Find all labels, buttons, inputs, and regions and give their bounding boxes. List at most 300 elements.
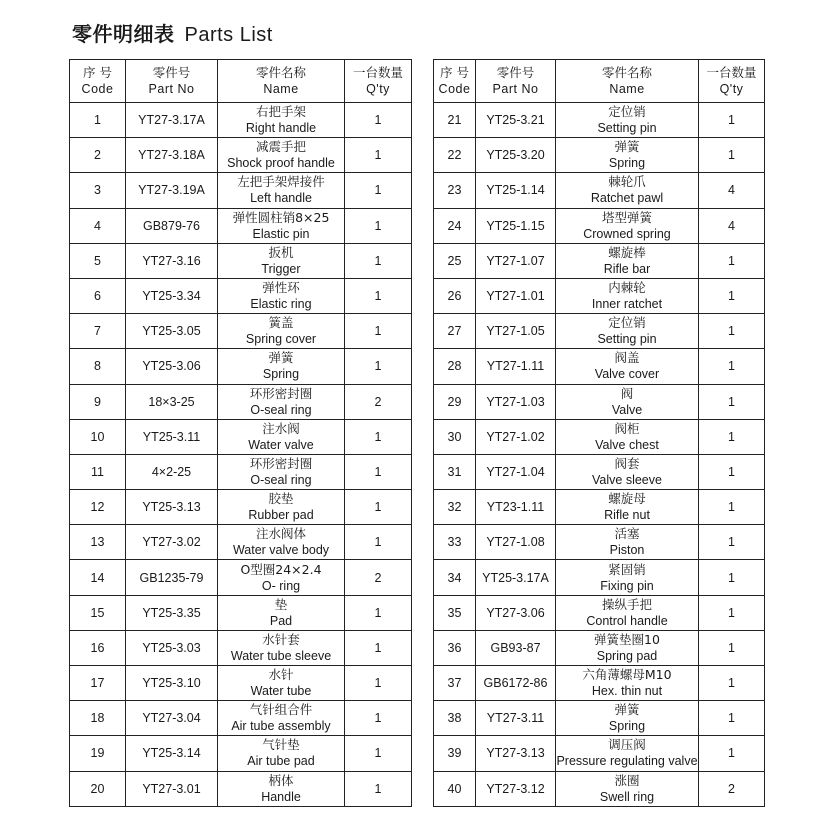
cell-part-no: YT27-1.07 [476, 243, 556, 278]
header-qty-en: Q'ty [366, 82, 390, 96]
name-en: Right handle [245, 121, 317, 136]
name-en: Crowned spring [583, 226, 671, 241]
table-row [434, 736, 765, 771]
name-zh: 定位销 [608, 315, 646, 331]
cell-part-no: YT27-1.02 [476, 419, 556, 454]
name-zh: 弹性圆柱销8×25 [232, 209, 330, 225]
name-zh: 气针组合件 [249, 702, 313, 718]
table-row [434, 454, 765, 489]
name-zh: 环形密封圈 [249, 455, 313, 471]
cell-code: 14 [70, 560, 126, 595]
table-row [70, 525, 412, 560]
name-en: Rubber pad [248, 508, 314, 523]
header-name-zh: 零件名称 [255, 65, 306, 80]
name-zh: 涨圈 [614, 772, 640, 788]
cell-code: 21 [434, 103, 476, 138]
table-row [434, 701, 765, 736]
cell-name [218, 771, 345, 806]
cell-code: 35 [434, 595, 476, 630]
cell-part-no: GB6172-86 [476, 666, 556, 701]
name-zh: 阀柜 [614, 420, 640, 436]
cell-code: 17 [70, 666, 126, 701]
table-row [70, 243, 412, 278]
header-code [434, 60, 476, 103]
cell-code: 19 [70, 736, 126, 771]
cell-part-no: YT27-1.03 [476, 384, 556, 419]
header-name-zh: 零件名称 [601, 65, 652, 80]
name-zh: 活塞 [614, 526, 640, 542]
name-zh: 弹簧 [614, 702, 640, 718]
table-row [434, 560, 765, 595]
cell-name [556, 595, 699, 630]
table-row [434, 771, 765, 806]
name-zh: 六角薄螺母M10 [582, 667, 672, 683]
name-zh: 棘轮爪 [608, 174, 646, 190]
cell-part-no: GB93-87 [476, 630, 556, 665]
cell-qty: 1 [699, 384, 765, 419]
cell-name [218, 419, 345, 454]
name-en: Pressure regulating valve [556, 754, 698, 769]
cell-qty: 2 [345, 384, 412, 419]
cell-qty: 2 [699, 771, 765, 806]
cell-part-no: YT27-3.19A [126, 173, 218, 208]
name-zh: 弹簧 [614, 139, 640, 155]
header-code-zh: 序 号 [83, 65, 112, 80]
name-en: Rifle nut [604, 508, 650, 523]
table-row [434, 349, 765, 384]
cell-code: 24 [434, 208, 476, 243]
name-en: Control handle [586, 613, 668, 628]
cell-qty: 1 [699, 595, 765, 630]
cell-part-no: YT25-1.14 [476, 173, 556, 208]
table-row [434, 490, 765, 525]
cell-name [218, 138, 345, 173]
header-part-no-en: Part No [492, 82, 539, 96]
cell-name [218, 701, 345, 736]
cell-qty: 1 [345, 103, 412, 138]
header-code [70, 60, 126, 103]
cell-name [218, 314, 345, 349]
name-en: Left handle [250, 191, 312, 206]
cell-qty: 1 [345, 736, 412, 771]
name-en: Spring [262, 367, 300, 382]
cell-qty: 1 [345, 419, 412, 454]
cell-qty: 1 [699, 314, 765, 349]
cell-name [218, 278, 345, 313]
table-body-right [434, 60, 765, 807]
name-zh: 右把手架 [255, 104, 306, 120]
cell-name [556, 208, 699, 243]
name-zh: 气针垫 [262, 737, 300, 753]
table-row [434, 138, 765, 173]
name-en: Valve sleeve [592, 472, 662, 487]
header-code-en: Code [438, 82, 471, 96]
name-zh: 塔型弹簧 [601, 209, 652, 225]
name-en: Valve cover [594, 367, 660, 382]
cell-name [556, 384, 699, 419]
name-en: Swell ring [599, 789, 655, 804]
table-row [70, 771, 412, 806]
cell-code: 27 [434, 314, 476, 349]
table-row [434, 103, 765, 138]
cell-name [556, 490, 699, 525]
cell-qty: 1 [699, 490, 765, 525]
table-row [434, 595, 765, 630]
cell-qty: 1 [345, 525, 412, 560]
cell-name [218, 103, 345, 138]
cell-part-no: YT25-3.10 [126, 666, 218, 701]
name-en: Elastic ring [250, 297, 312, 312]
header-qty-zh: 一台数量 [352, 65, 403, 80]
cell-part-no: YT25-3.06 [126, 349, 218, 384]
cell-code: 10 [70, 419, 126, 454]
cell-code: 16 [70, 630, 126, 665]
cell-part-no: YT25-3.20 [476, 138, 556, 173]
name-en: Handle [261, 789, 301, 804]
cell-part-no: YT23-1.11 [476, 490, 556, 525]
table-row [70, 666, 412, 701]
cell-qty: 1 [345, 173, 412, 208]
name-zh: 调压阀 [608, 737, 646, 753]
cell-name [218, 736, 345, 771]
name-zh: 水针 [268, 667, 294, 683]
cell-code: 22 [434, 138, 476, 173]
cell-code: 11 [70, 454, 126, 489]
cell-code: 37 [434, 666, 476, 701]
cell-part-no: YT27-3.17A [126, 103, 218, 138]
cell-part-no: YT25-3.17A [476, 560, 556, 595]
parts-table-right [433, 59, 765, 807]
name-zh: 注水阀 [262, 420, 300, 436]
cell-code: 25 [434, 243, 476, 278]
name-zh: 螺旋母 [608, 491, 646, 507]
cell-qty: 4 [699, 173, 765, 208]
cell-part-no: 18×3-25 [126, 384, 218, 419]
name-en: Setting pin [597, 121, 657, 136]
cell-part-no: YT27-1.01 [476, 278, 556, 313]
cell-qty: 1 [699, 454, 765, 489]
name-zh: 螺旋棒 [608, 244, 646, 260]
cell-name [556, 771, 699, 806]
header-code-en: Code [81, 82, 114, 96]
header-part-no-zh: 零件号 [496, 65, 535, 80]
name-zh: 垫 [274, 596, 288, 612]
name-zh: 注水阀体 [255, 526, 306, 542]
cell-name [218, 349, 345, 384]
cell-name [556, 454, 699, 489]
cell-name [218, 454, 345, 489]
cell-name [218, 525, 345, 560]
cell-name [556, 525, 699, 560]
cell-qty: 1 [345, 314, 412, 349]
header-name [556, 60, 699, 103]
name-en: Piston [609, 543, 645, 558]
cell-qty: 1 [699, 103, 765, 138]
name-en: Water valve [248, 437, 314, 452]
table-row [434, 278, 765, 313]
table-row [434, 630, 765, 665]
cell-qty: 1 [345, 349, 412, 384]
header-name-en: Name [609, 82, 645, 96]
cell-part-no: YT27-3.06 [476, 595, 556, 630]
table-row [70, 595, 412, 630]
name-zh: 左把手架焊接件 [237, 174, 325, 190]
cell-code: 36 [434, 630, 476, 665]
cell-qty: 1 [699, 630, 765, 665]
name-en: Trigger [261, 261, 301, 276]
name-en: Air tube pad [247, 754, 315, 769]
cell-name [218, 666, 345, 701]
cell-name [556, 630, 699, 665]
header-part-no [476, 60, 556, 103]
cell-part-no: YT25-3.11 [126, 419, 218, 454]
name-en: Water tube sleeve [230, 648, 332, 663]
name-en: Shock proof handle [227, 156, 335, 171]
header-part-no-en: Part No [148, 82, 195, 96]
table-row [70, 314, 412, 349]
table-row [70, 419, 412, 454]
cell-qty: 1 [699, 736, 765, 771]
cell-part-no: YT27-1.08 [476, 525, 556, 560]
cell-part-no: GB1235-79 [126, 560, 218, 595]
cell-name [556, 560, 699, 595]
cell-name [218, 208, 345, 243]
cell-code: 18 [70, 701, 126, 736]
cell-qty: 1 [345, 630, 412, 665]
cell-qty: 1 [345, 490, 412, 525]
cell-code: 30 [434, 419, 476, 454]
cell-name [218, 595, 345, 630]
cell-name [556, 736, 699, 771]
name-zh: 内棘轮 [608, 280, 646, 296]
page-title [72, 18, 273, 47]
cell-code: 1 [70, 103, 126, 138]
table-row [70, 103, 412, 138]
table-row [70, 384, 412, 419]
table-row [70, 138, 412, 173]
name-zh: 阀盖 [614, 350, 640, 366]
cell-part-no: YT25-1.15 [476, 208, 556, 243]
cell-name [218, 243, 345, 278]
table-row [70, 490, 412, 525]
header-qty-zh: 一台数量 [706, 65, 757, 80]
cell-part-no: YT27-3.12 [476, 771, 556, 806]
cell-code: 31 [434, 454, 476, 489]
cell-qty: 1 [699, 278, 765, 313]
cell-qty: 1 [345, 243, 412, 278]
name-en: Valve chest [595, 437, 659, 452]
table-header-row [434, 60, 765, 103]
name-en: Setting pin [597, 332, 657, 347]
cell-qty: 1 [345, 595, 412, 630]
cell-name [556, 138, 699, 173]
cell-code: 4 [70, 208, 126, 243]
table-body-left [70, 60, 412, 807]
name-en: Spring pad [596, 648, 658, 663]
name-zh: 弹簧 [268, 350, 294, 366]
table-row [70, 349, 412, 384]
cell-part-no: YT27-3.11 [476, 701, 556, 736]
name-en: Spring cover [245, 332, 317, 347]
table-row [70, 173, 412, 208]
cell-code: 3 [70, 173, 126, 208]
cell-part-no: YT25-3.21 [476, 103, 556, 138]
cell-part-no: YT27-3.01 [126, 771, 218, 806]
cell-code: 12 [70, 490, 126, 525]
cell-qty: 1 [699, 138, 765, 173]
cell-code: 7 [70, 314, 126, 349]
cell-code: 2 [70, 138, 126, 173]
cell-code: 33 [434, 525, 476, 560]
header-qty-en: Q'ty [719, 82, 744, 96]
cell-part-no: YT25-3.14 [126, 736, 218, 771]
cell-name [556, 243, 699, 278]
name-en: Rifle bar [603, 261, 651, 276]
cell-part-no: YT25-3.35 [126, 595, 218, 630]
cell-code: 39 [434, 736, 476, 771]
name-en: O-seal ring [250, 472, 312, 487]
table-row [70, 454, 412, 489]
cell-code: 6 [70, 278, 126, 313]
name-en: Air tube assembly [231, 719, 331, 734]
cell-code: 8 [70, 349, 126, 384]
table-row [70, 630, 412, 665]
name-zh: 扳机 [268, 244, 294, 260]
name-zh: O型圈24×2.4 [240, 561, 322, 577]
header-qty [345, 60, 412, 103]
cell-name [556, 278, 699, 313]
name-en: Spring [608, 719, 646, 734]
name-zh: 弹簧垫圈10 [594, 631, 660, 647]
cell-part-no: YT27-3.13 [476, 736, 556, 771]
cell-code: 23 [434, 173, 476, 208]
cell-qty: 1 [345, 454, 412, 489]
cell-name [556, 701, 699, 736]
cell-qty: 1 [699, 666, 765, 701]
name-zh: 弹性环 [262, 280, 300, 296]
cell-qty: 1 [345, 666, 412, 701]
cell-qty: 2 [345, 560, 412, 595]
table-row [434, 419, 765, 454]
cell-name [556, 666, 699, 701]
name-zh: 胶垫 [268, 491, 294, 507]
cell-name [218, 630, 345, 665]
cell-qty: 1 [699, 419, 765, 454]
cell-qty: 1 [699, 560, 765, 595]
name-en: Valve [611, 402, 643, 417]
name-zh: 操纵手把 [601, 596, 652, 612]
cell-part-no: YT27-3.18A [126, 138, 218, 173]
table-row [70, 560, 412, 595]
cell-part-no: YT27-1.05 [476, 314, 556, 349]
cell-name [556, 103, 699, 138]
header-code-zh: 序 号 [440, 65, 469, 80]
cell-qty: 1 [345, 771, 412, 806]
table-row [434, 666, 765, 701]
cell-code: 13 [70, 525, 126, 560]
header-name [218, 60, 345, 103]
cell-code: 40 [434, 771, 476, 806]
cell-part-no: YT25-3.34 [126, 278, 218, 313]
cell-code: 34 [434, 560, 476, 595]
cell-qty: 4 [699, 208, 765, 243]
header-part-no [126, 60, 218, 103]
cell-qty: 1 [699, 349, 765, 384]
name-en: Hex. thin nut [591, 684, 663, 699]
name-zh: 阀 [620, 385, 634, 401]
cell-name [556, 314, 699, 349]
cell-qty: 1 [345, 278, 412, 313]
cell-name [218, 173, 345, 208]
name-en: Water tube [250, 684, 312, 699]
cell-part-no: YT27-3.16 [126, 243, 218, 278]
cell-part-no: 4×2-25 [126, 454, 218, 489]
cell-qty: 1 [345, 208, 412, 243]
name-zh: 柄体 [268, 772, 294, 788]
cell-part-no: YT25-3.03 [126, 630, 218, 665]
header-qty [699, 60, 765, 103]
table-row [434, 314, 765, 349]
cell-code: 20 [70, 771, 126, 806]
cell-code: 26 [434, 278, 476, 313]
cell-name [556, 419, 699, 454]
name-en: Ratchet pawl [590, 191, 664, 206]
cell-part-no: GB879-76 [126, 208, 218, 243]
table-row [70, 701, 412, 736]
cell-code: 5 [70, 243, 126, 278]
cell-code: 38 [434, 701, 476, 736]
name-en: Inner ratchet [591, 297, 663, 312]
cell-qty: 1 [345, 701, 412, 736]
cell-qty: 1 [345, 138, 412, 173]
cell-code: 29 [434, 384, 476, 419]
table-row [434, 208, 765, 243]
table-row [434, 525, 765, 560]
cell-code: 9 [70, 384, 126, 419]
cell-qty: 1 [699, 701, 765, 736]
name-en: O- ring [261, 578, 301, 593]
header-part-no-zh: 零件号 [152, 65, 191, 80]
cell-name [218, 384, 345, 419]
name-en: Elastic pin [252, 226, 310, 241]
cell-part-no: YT27-3.02 [126, 525, 218, 560]
cell-name [556, 349, 699, 384]
name-zh: 减震手把 [255, 139, 306, 155]
cell-qty: 1 [699, 243, 765, 278]
title-zh: 零件明细表 [72, 22, 175, 46]
name-zh: 簧盖 [268, 315, 294, 331]
table-row [434, 243, 765, 278]
name-zh: 水针套 [262, 631, 300, 647]
name-en: Fixing pin [600, 578, 654, 593]
name-en: O-seal ring [250, 402, 312, 417]
header-name-en: Name [263, 82, 299, 96]
cell-code: 28 [434, 349, 476, 384]
table-header-row [70, 60, 412, 103]
cell-name [556, 173, 699, 208]
table-row [70, 208, 412, 243]
table-row [434, 384, 765, 419]
name-zh: 阀套 [614, 455, 640, 471]
cell-name [218, 560, 345, 595]
cell-part-no: YT25-3.05 [126, 314, 218, 349]
name-en: Water valve body [232, 543, 330, 558]
name-en: Pad [269, 613, 293, 628]
name-zh: 环形密封圈 [249, 385, 313, 401]
name-zh: 紧固销 [608, 561, 646, 577]
cell-code: 15 [70, 595, 126, 630]
cell-part-no: YT27-1.11 [476, 349, 556, 384]
